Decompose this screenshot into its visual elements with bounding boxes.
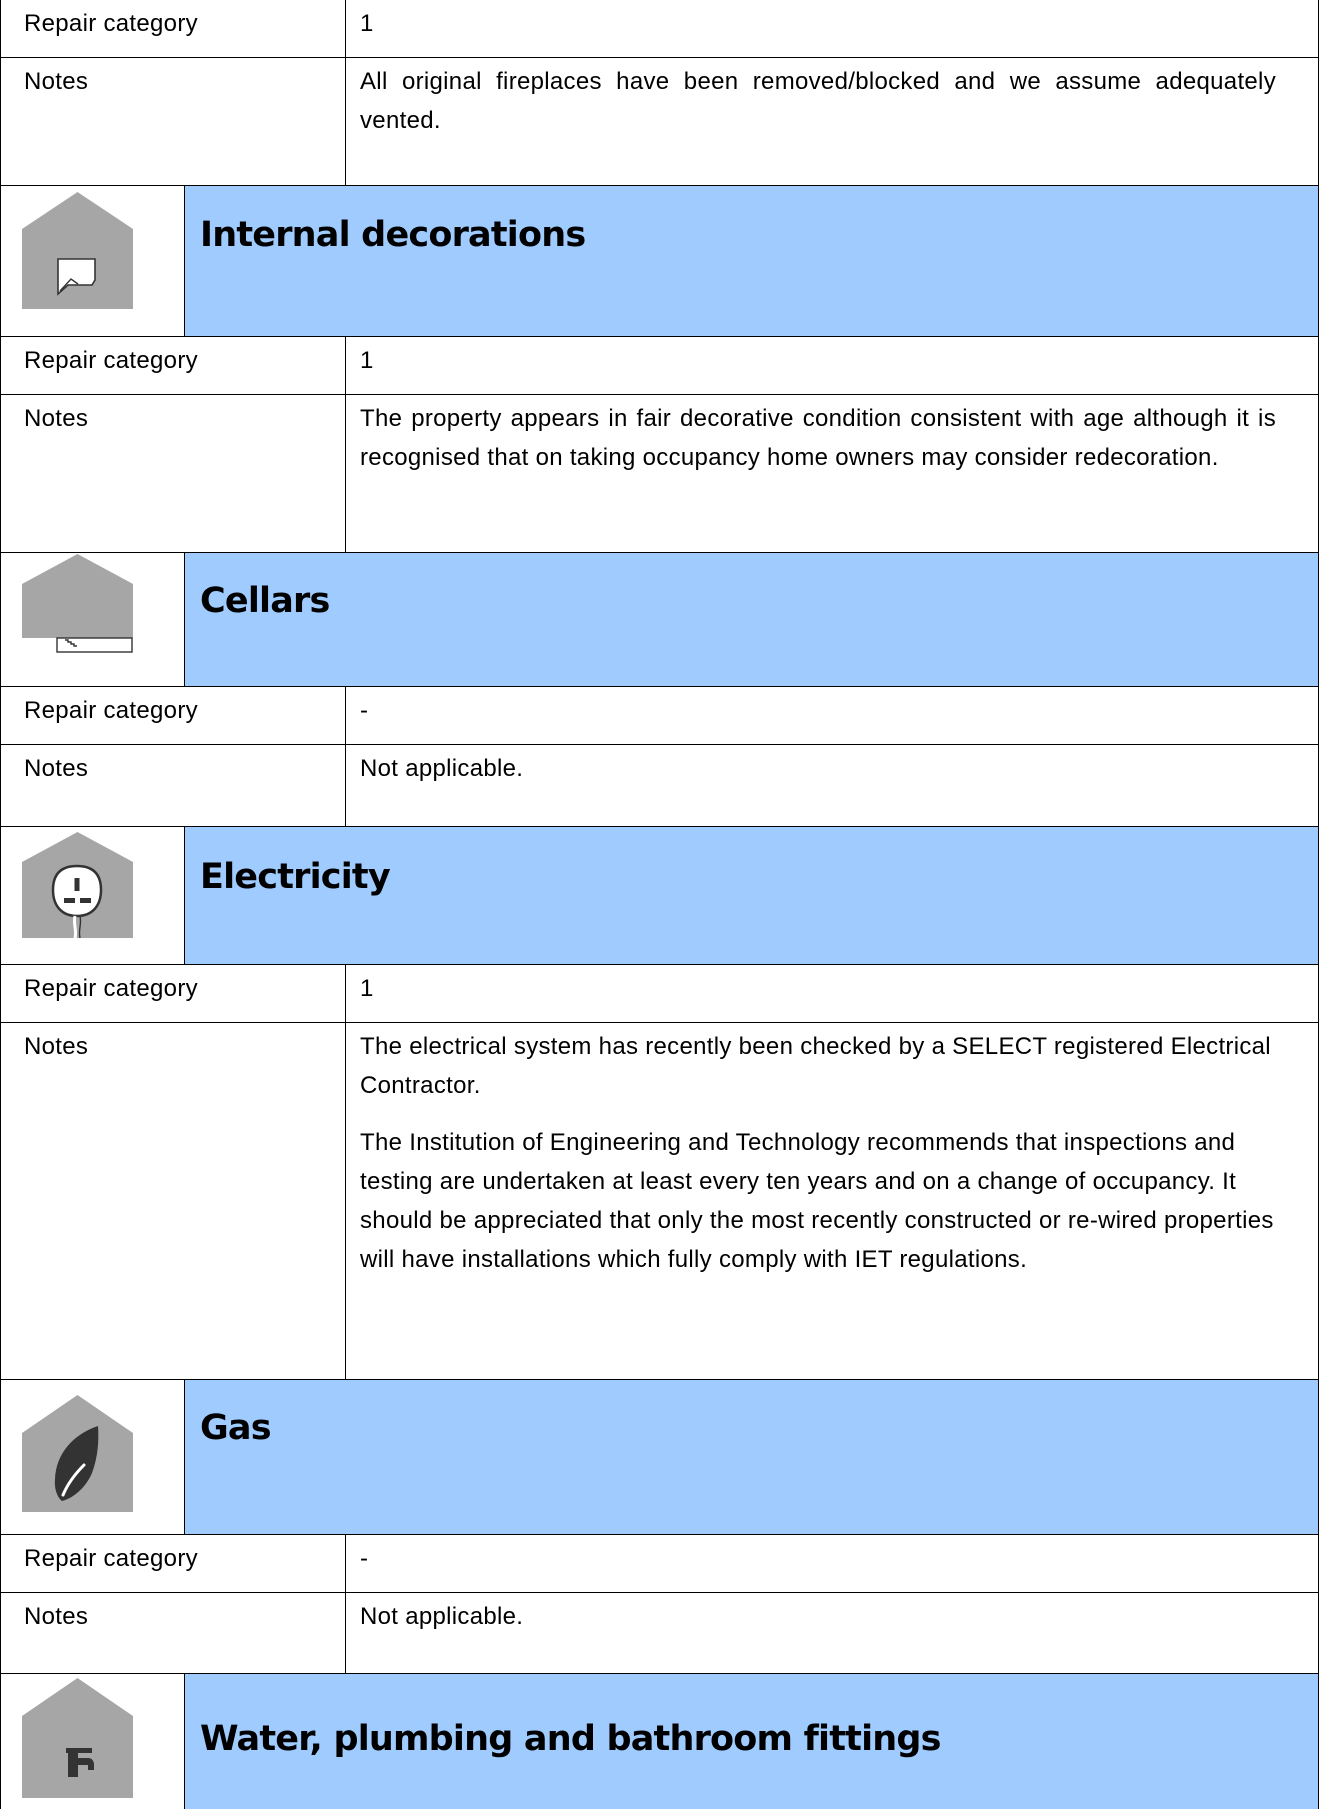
cellar-stairs-icon: [22, 554, 133, 654]
section-icon-cell: [0, 1673, 185, 1809]
repair-category-label-cell: [0, 1534, 346, 1592]
repair-category-value-cell: [345, 336, 1319, 394]
notes-label: Notes: [24, 405, 89, 432]
fireplaces-repair-category-row: [0, 0, 1319, 57]
repair-category-value: 1: [360, 975, 374, 1002]
repair-category-value-cell: [345, 686, 1319, 744]
repair-category-label-cell: [0, 0, 346, 57]
notes-text: [346, 1023, 1318, 1279]
section-title: Electricity: [200, 857, 390, 897]
repair-category-label-cell: [0, 964, 346, 1022]
section-icon-cell: [0, 552, 185, 686]
section-header-gas: [0, 1379, 1319, 1534]
notes-value-cell: [345, 57, 1319, 185]
section-icon-cell: [0, 185, 185, 336]
notes-text: [346, 1593, 1318, 1636]
repair-category-label-cell: [0, 336, 346, 394]
notes-value-cell: [345, 1592, 1319, 1673]
notes-paragraph: Not applicable.: [360, 755, 524, 782]
section-header-water-plumbing: [0, 1673, 1319, 1809]
section-icon-cell: [0, 826, 185, 964]
notes-text: [346, 745, 1318, 788]
section-header-cellars: [0, 552, 1319, 686]
notes-paragraph: The Institution of Engineering and Technology recommends that inspections and testing are undertaken at least every ten years and on a change of occupancy. It should be appreciated that only the most recently constructed or re-wired properties will have installations which fully comply with IET regulations.: [360, 1129, 1274, 1273]
repair-category-value-cell: [345, 1534, 1319, 1592]
electric-plug-icon: [22, 832, 133, 938]
section-header-cell: [184, 185, 1319, 336]
notes-label-cell: [0, 394, 346, 552]
repair-category-value: -: [360, 1545, 369, 1572]
notes-paragraph: The property appears in fair decorative condition consistent with age although it is recognised that on taking occupancy home owners may consider redecoration.: [360, 405, 1276, 471]
section-title: Water, plumbing and bathroom fittings: [200, 1719, 941, 1759]
notes-label-cell: [0, 1022, 346, 1379]
internal-decorations-repair-category-row: [0, 336, 1319, 394]
repair-category-label-cell: [0, 686, 346, 744]
cellars-notes-row: [0, 744, 1319, 826]
notes-label: Notes: [24, 1033, 89, 1060]
notes-label: Notes: [24, 755, 89, 782]
repair-category-label: Repair category: [24, 347, 198, 374]
notes-value-cell: [345, 744, 1319, 826]
notes-label-cell: [0, 1592, 346, 1673]
notes-text: [346, 58, 1318, 140]
electricity-notes-row: [0, 1022, 1319, 1379]
notes-text: [346, 395, 1318, 477]
repair-category-value: -: [360, 697, 369, 724]
gas-notes-row: [0, 1592, 1319, 1673]
repair-category-value-cell: [345, 0, 1319, 57]
section-header-cell: [184, 552, 1319, 686]
section-title: Gas: [200, 1408, 271, 1448]
repair-category-value: 1: [360, 10, 374, 37]
repair-category-label: Repair category: [24, 10, 198, 37]
electricity-repair-category-row: [0, 964, 1319, 1022]
notes-paragraph: All original fireplaces have been removed/blocked and we assume adequately vented.: [360, 68, 1276, 134]
notes-label-cell: [0, 744, 346, 826]
cellars-repair-category-row: [0, 686, 1319, 744]
section-title: Cellars: [200, 581, 330, 621]
repair-category-label: Repair category: [24, 975, 198, 1002]
section-title: Internal decorations: [200, 215, 586, 255]
notes-label: Notes: [24, 68, 89, 95]
repair-category-label: Repair category: [24, 697, 198, 724]
notes-paragraph: The electrical system has recently been checked by a SELECT registered Electrical Contractor.: [360, 1033, 1271, 1099]
section-header-cell: [184, 1379, 1319, 1534]
notes-value-cell: [345, 1022, 1319, 1379]
section-header-cell: [184, 1673, 1319, 1809]
section-header-internal-decorations: [0, 185, 1319, 336]
gas-flame-icon: [22, 1395, 133, 1512]
repair-category-value-cell: [345, 964, 1319, 1022]
notes-label-cell: [0, 57, 346, 185]
section-header-electricity: [0, 826, 1319, 964]
notes-label: Notes: [24, 1603, 89, 1630]
notes-value-cell: [345, 394, 1319, 552]
section-icon-cell: [0, 1379, 185, 1534]
water-tap-icon: [22, 1678, 133, 1798]
repair-category-value: 1: [360, 347, 374, 374]
gas-repair-category-row: [0, 1534, 1319, 1592]
section-header-cell: [184, 826, 1319, 964]
fireplaces-notes-row: [0, 57, 1319, 185]
internal-decorations-notes-row: [0, 394, 1319, 552]
notes-paragraph: Not applicable.: [360, 1603, 524, 1630]
repair-category-label: Repair category: [24, 1545, 198, 1572]
wall-decoration-icon: [22, 192, 133, 309]
